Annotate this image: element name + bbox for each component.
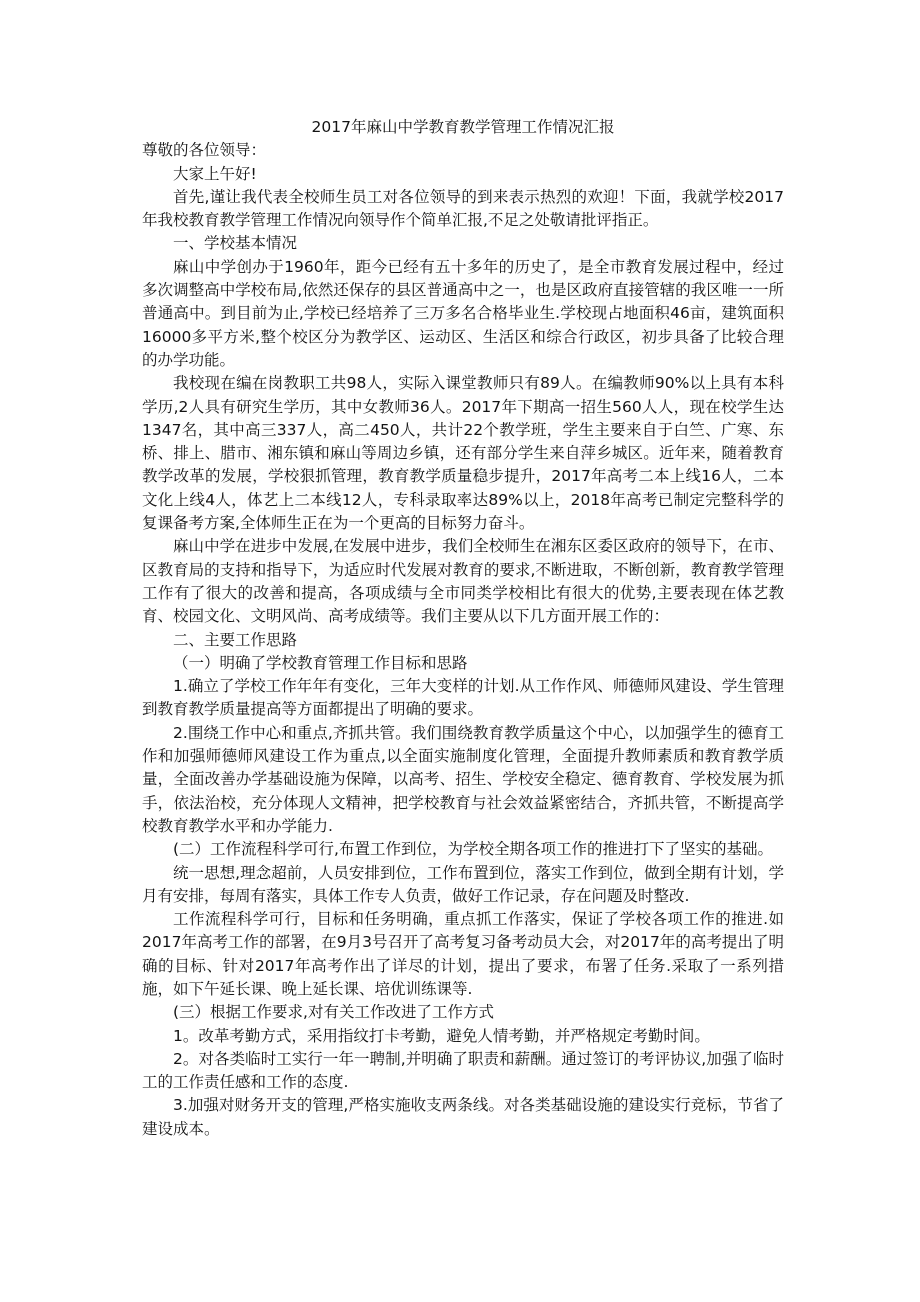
body-paragraph: 麻山中学在进步中发展,在发展中进步，我们全校师生在湘东区委区政府的领导下，在市、区教育局的支持和指导下，为适应时代发展对教育的要求,不断进取，不断创新，教育教学管理工作有了很大的改善和提高，各项成绩与全市同类学校相比有很大的优势,主要表现在体艺教育、校园文化、文明风尚、高考成绩等。我们主要从以下几方面开展工作的： — [142, 537, 784, 626]
list-item: 1。改革考勤方式，采用指纹打卡考勤，避免人情考勤，并严格规定考勤时间。 — [173, 1026, 710, 1045]
subsection-heading-2: (二）工作流程科学可行,布置工作到位，为学校全期各项工作的推进打下了坚实的基础。 — [173, 840, 773, 859]
list-item: 2.围绕工作中心和重点,齐抓共管。我们围绕教育教学质量这个中心，以加强学生的德育工作和加强师德师风建设工作为重点,以全面实施制度化管理，全面提升教师素质和教育教学质量，全面改善办学基础设施为保障，以高考、招生、学校安全稳定、德育教育、学校发展为抓手，依法治校，充分体现人文精神，把学校教育与社会效益紧密结合，齐抓共管，不断提高学校教育教学水平和办学能力. — [142, 723, 784, 835]
document-body — [142, 116, 784, 1141]
section-heading-1: 一、学校基本情况 — [173, 234, 298, 253]
list-item: 2。对各类临时工实行一年一聘制,并明确了职责和薪酬。通过签订的考评协议,加强了临时工的工作责任感和工作的态度. — [142, 1049, 784, 1092]
list-item: 1.确立了学校工作年年有变化，三年大变样的计划.从工作作风、师德师风建设、学生管理到教育教学质量提高等方面都提出了明确的要求。 — [142, 677, 784, 719]
subsection-heading-3: (三）根据工作要求,对有关工作改进了工作方式 — [173, 1003, 494, 1022]
subsection-heading-1: （一）明确了学校教育管理工作目标和思路 — [173, 653, 468, 672]
intro-paragraph: 首先,谨让我代表全校师生员工对各位领导的到来表示热烈的欢迎！下面，我就学校2017年我校教育教学管理工作情况向领导作个简单汇报,不足之处敬请批评指正。 — [142, 187, 784, 230]
salutation: 尊敬的各位领导： — [142, 141, 267, 160]
list-item: 3.加强对财务开支的管理,严格实施收支两条线。对各类基础设施的建设实行竞标，节省了建设成本。 — [142, 1096, 784, 1138]
body-paragraph: 工作流程科学可行，目标和任务明确，重点抓工作落实，保证了学校各项工作的推进.如2017年高考工作的部署，在9月3号召开了高考复习备考动员大会，对2017年的高考提出了明确的目标、针对2017年高考作出了详尽的计划，提出了要求，布署了任务.采取了一系列措施，如下午延长课、晚上延长课、培优训练课等. — [142, 910, 784, 998]
body-paragraph: 麻山中学创办于1960年，距今已经有五十多年的历史了，是全市教育发展过程中，经过多次调整高中学校布局,依然还保存的县区普通高中之一，也是区政府直接管辖的我区唯一一所普通高中。到目前为止,学校已经培养了三万多名合格毕业生.学校现占地面积46亩，建筑面积16000多平方米,整个校区分为教学区、运动区、生活区和综合行政区，初步具备了比较合理的办学功能。 — [142, 257, 784, 369]
body-paragraph: 我校现在编在岗教职工共98人，实际入课堂教师只有89人。在编教师90%以上具有本科学历,2人具有研究生学历，其中女教师36人。2017年下期高一招生560人人，现在校学生达1347名，其中高三337人，高二450人，共计22个教学班，学生主要来自于白竺、广寒、东桥、排上、腊市、湘东镇和麻山等周边乡镇，还有部分学生来自萍乡城区。近年来，随着教育教学改革的发展，学校狠抓管理，教育教学质量稳步提升，2017年高考二本上线16人，二本文化上线4人，体艺上二本线12人，专科录取率达89%以上，2018年高考已制定完整科学的复课备考方案,全体师生正在为一个更高的目标努力奋斗。 — [142, 374, 784, 533]
greeting: 大家上午好! — [173, 164, 257, 183]
body-paragraph: 统一思想,理念超前，人员安排到位，工作布置到位，落实工作到位，做到全期有计划，学月有安排，每周有落实，具体工作专人负责，做好工作记录，存在问题及时整改. — [142, 863, 784, 905]
section-heading-2: 二、主要工作思路 — [173, 630, 298, 649]
document-title: 2017年麻山中学教育教学管理工作情况汇报 — [311, 118, 615, 136]
